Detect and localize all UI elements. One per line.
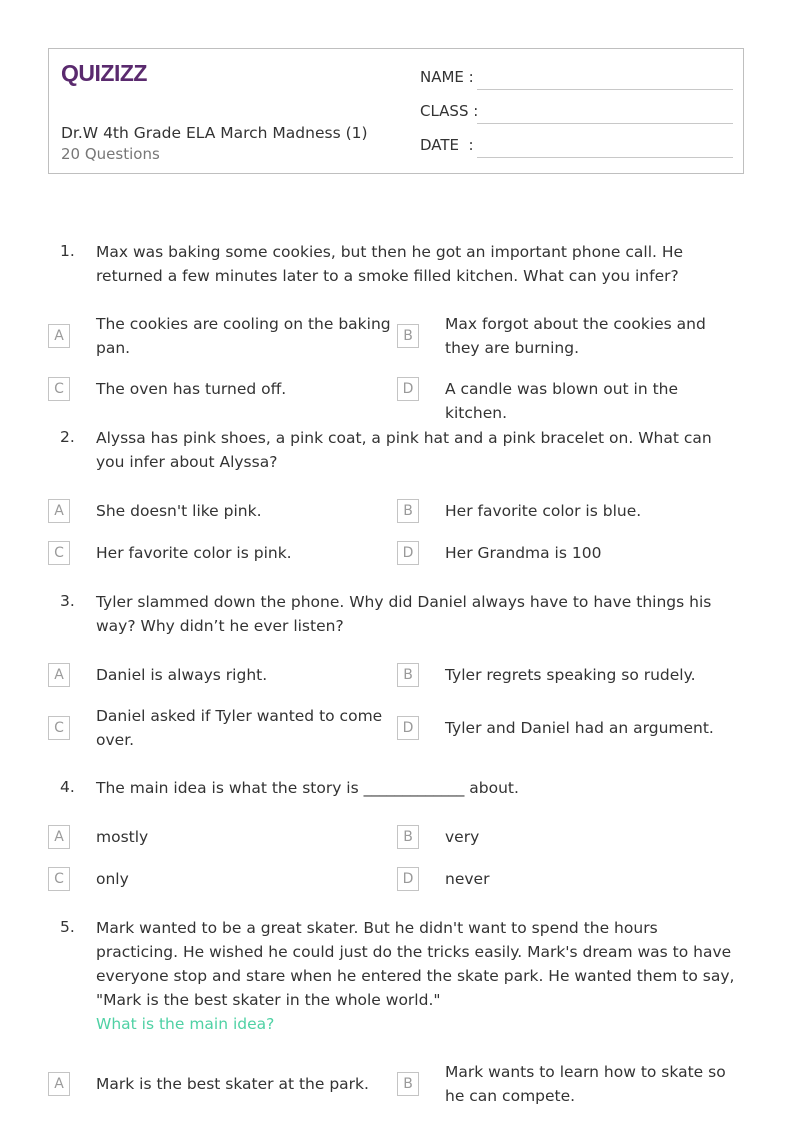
option-text: Her favorite color is pink. (96, 544, 292, 562)
option-text: Her favorite color is blue. (445, 502, 642, 520)
option-letter[interactable]: D (397, 867, 419, 891)
question-text: Max was baking some cookies, but then he got an important phone call. He returned a few minutes later to a smoke filled kitchen. What can you infer? (96, 243, 684, 285)
option-letter[interactable]: B (397, 825, 419, 849)
question-count: 20 Questions (61, 145, 160, 163)
option-letter[interactable]: A (48, 499, 70, 523)
option-letter[interactable]: D (397, 541, 419, 565)
option-text: only (96, 870, 129, 888)
option-letter[interactable]: B (397, 324, 419, 348)
option-letter[interactable]: A (48, 663, 70, 687)
option-letter[interactable]: B (397, 663, 419, 687)
option-letter[interactable]: A (48, 825, 70, 849)
option-text: never (445, 870, 490, 888)
option-text: The cookies are cooling on the baking pan. (96, 315, 391, 357)
option-letter[interactable]: C (48, 716, 70, 740)
question-number: 1. (60, 242, 75, 260)
option-letter[interactable]: C (48, 541, 70, 565)
option-text: Daniel asked if Tyler wanted to come over. (96, 707, 383, 749)
quizizz-logo (61, 58, 153, 88)
question-text: Mark wanted to be a great skater. But he didn't want to spend the hours practicing. He wished he could just do the tricks easily. Mark's dream was to have everyone stop and stare when he entered the skate park. He wanted them to say, "Mark is the best skater in the whole world." (96, 919, 735, 1009)
option-letter[interactable]: A (48, 1072, 70, 1096)
option-text: She doesn't like pink. (96, 502, 262, 520)
option-letter[interactable]: B (397, 1072, 419, 1096)
option-letter[interactable]: A (48, 324, 70, 348)
option-text: A candle was blown out in the kitchen. (445, 380, 679, 422)
question-number: 5. (60, 918, 75, 936)
question-subtext: What is the main idea? (96, 1015, 275, 1033)
question-text-block (96, 916, 744, 1036)
question-number: 4. (60, 778, 75, 796)
class-line[interactable] (477, 123, 733, 124)
date-label: DATE : (420, 136, 474, 154)
name-line[interactable] (477, 89, 733, 90)
option-text: Mark is the best skater at the park. (96, 1075, 369, 1093)
class-field[interactable] (420, 102, 733, 126)
question-text: The main idea is what the story is _____________ about. (96, 779, 519, 797)
option-text: Tyler regrets speaking so rudely. (445, 666, 696, 684)
option-letter[interactable]: C (48, 377, 70, 401)
option-text: Daniel is always right. (96, 666, 268, 684)
option-text: very (445, 828, 480, 846)
option-letter[interactable]: B (397, 499, 419, 523)
question-text: Alyssa has pink shoes, a pink coat, a pink hat and a pink bracelet on. What can you infer about Alyssa? (96, 429, 712, 471)
svg-text:QUIZIZZ: QUIZIZZ (61, 60, 147, 86)
option-text: Max forgot about the cookies and they are burning. (445, 315, 706, 357)
name-label: NAME : (420, 68, 474, 86)
worksheet-title: Dr.W 4th Grade ELA March Madness (1) (61, 124, 368, 142)
question-text: Tyler slammed down the phone. Why did Daniel always have to have things his way? Why didn’t he ever listen? (96, 593, 712, 635)
date-field[interactable] (420, 136, 733, 160)
option-text: mostly (96, 828, 149, 846)
question-number: 3. (60, 592, 75, 610)
option-text: The oven has turned off. (96, 380, 287, 398)
name-field[interactable] (420, 68, 733, 92)
class-label: CLASS : (420, 102, 479, 120)
option-text: Her Grandma is 100 (445, 544, 602, 562)
option-text: Tyler and Daniel had an argument. (445, 719, 714, 737)
option-letter[interactable]: D (397, 377, 419, 401)
option-letter[interactable]: D (397, 716, 419, 740)
question-number: 2. (60, 428, 75, 446)
date-line[interactable] (477, 157, 733, 158)
option-text: Mark wants to learn how to skate so he can compete. (445, 1063, 726, 1105)
option-letter[interactable]: C (48, 867, 70, 891)
